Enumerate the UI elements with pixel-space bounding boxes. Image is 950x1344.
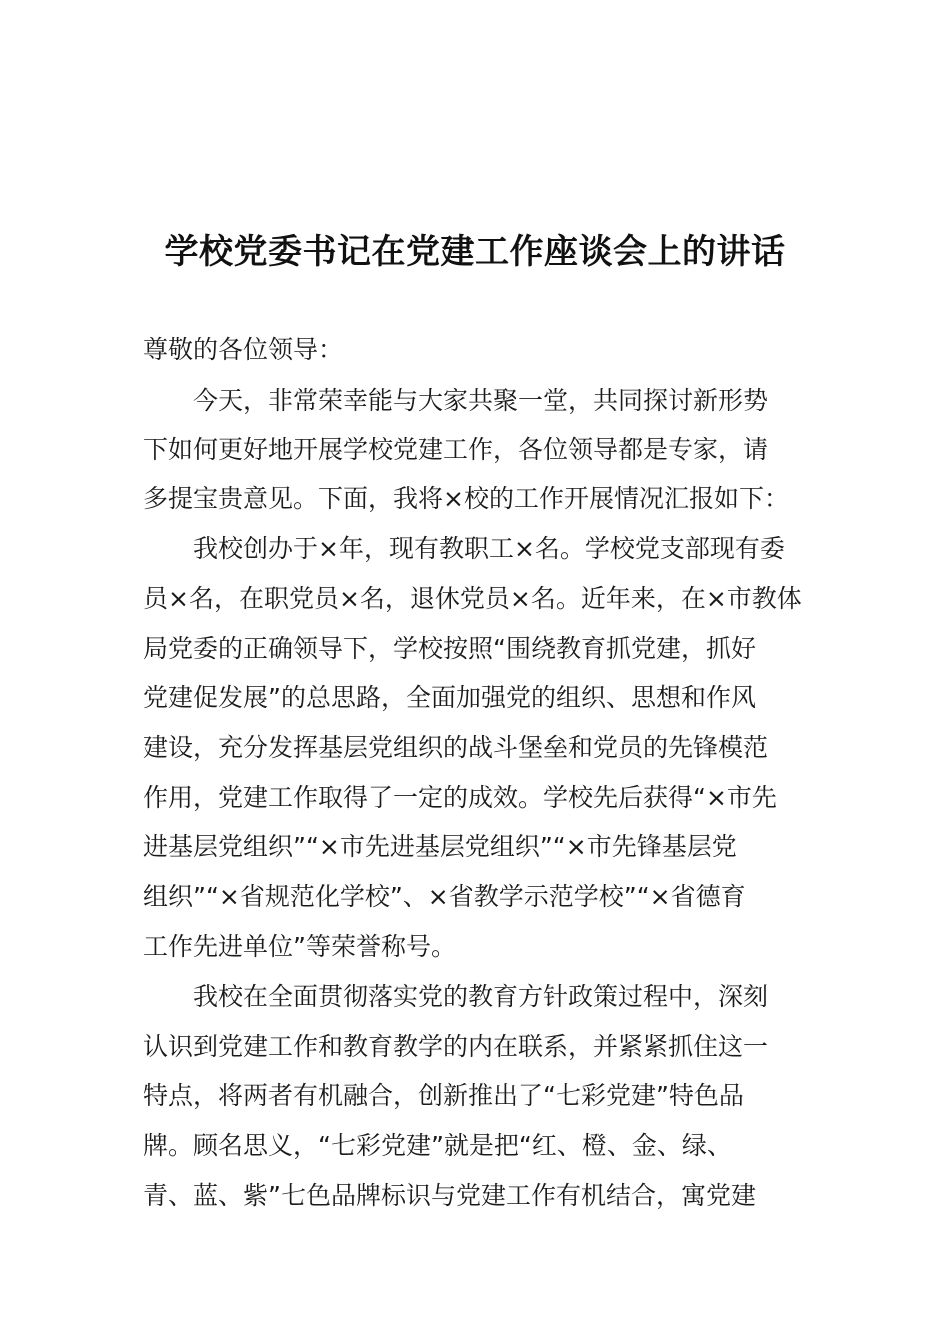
salutation-line: 尊敬的各位领导： <box>143 335 344 364</box>
paragraph-line: 建设，充分发挥基层党组织的战斗堡垒和党员的先锋模范 <box>143 733 769 762</box>
document-title: 学校党委书记在党建工作座谈会上的讲话 <box>164 232 786 272</box>
paragraph-line: 今天，非常荣幸能与大家共聚一堂，共同探讨新形势 <box>193 386 769 415</box>
paragraph-line: 特点，将两者有机融合，创新推出了“七彩党建”特色品 <box>143 1081 744 1110</box>
paragraph-line: 党建促发展”的总思路，全面加强党的组织、思想和作风 <box>143 683 756 712</box>
paragraph-line: 我校创办于×年，现有教职工×名。学校党支部现有委 <box>193 534 785 563</box>
paragraph-line: 下如何更好地开展学校党建工作，各位领导都是专家，请 <box>143 435 769 464</box>
paragraph-line: 我校在全面贯彻落实党的教育方针政策过程中，深刻 <box>193 982 769 1011</box>
paragraph-line: 组织”“×省规范化学校”、×省教学示范学校”“×省德育 <box>143 882 746 911</box>
paragraph-line: 作用，党建工作取得了一定的成效。学校先后获得“×市先 <box>143 783 777 812</box>
paragraph-line: 青、蓝、紫”七色品牌标识与党建工作有机结合，寓党建 <box>143 1181 756 1210</box>
paragraph-line: 工作先进单位”等荣誉称号。 <box>143 932 456 961</box>
paragraph-line: 局党委的正确领导下，学校按照“围绕教育抓党建，抓好 <box>143 634 756 663</box>
paragraph-line: 认识到党建工作和教育教学的内在联系，并紧紧抓住这一 <box>143 1032 769 1061</box>
paragraph-line: 牌。顾名思义，“七彩党建”就是把“红、橙、金、绿、 <box>143 1131 732 1160</box>
paragraph-line: 员×名，在职党员×名，退休党员×名。近年来，在×市教体 <box>143 584 802 613</box>
paragraph-line: 进基层党组织”“×市先进基层党组织”“×市先锋基层党 <box>143 832 737 861</box>
paragraph-line: 多提宝贵意见。下面，我将×校的工作开展情况汇报如下： <box>143 484 789 513</box>
